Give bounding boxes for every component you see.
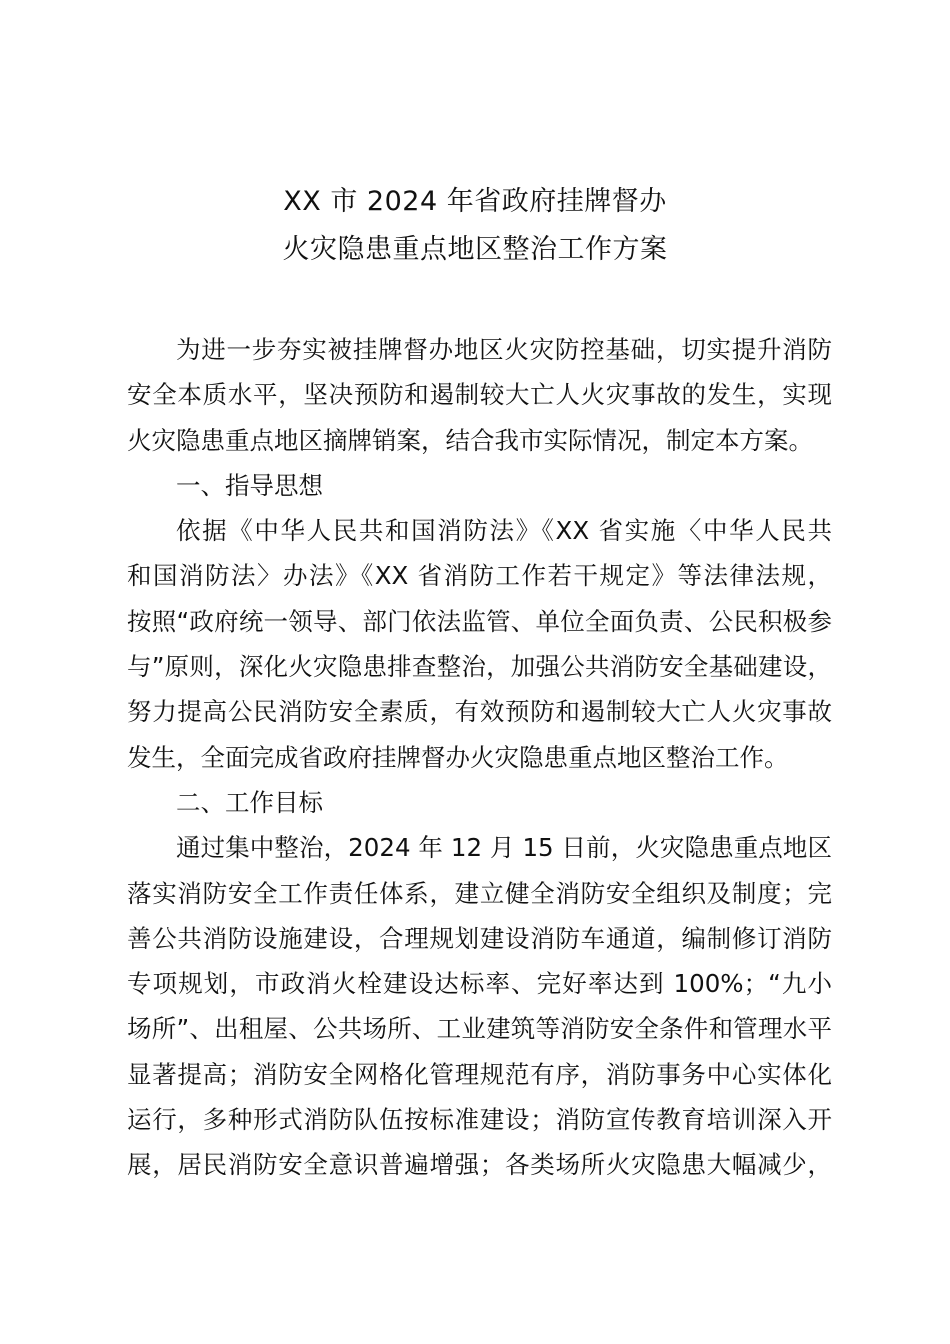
body-text-line: 通过集中整治，2024 年 12 月 15 日前，火灾隐患重点地区: [176, 833, 832, 863]
body-text-line: 二、工作目标: [176, 787, 323, 817]
title-line-1: XX 市 2024 年省政府挂牌督办: [283, 186, 667, 217]
body-text-line: 安全本质水平，坚决预防和遏制较大亡人火灾事故的发生，实现: [127, 380, 832, 410]
body-text-line: 和国消防法〉办法》《XX 省消防工作若干规定》等法律法规，: [127, 561, 832, 591]
title-line-2: 火灾隐患重点地区整治工作方案: [282, 234, 668, 265]
body-text-line: 显著提高；消防安全网格化管理规范有序，消防事务中心实体化: [127, 1059, 832, 1089]
body-text-line: 展，居民消防安全意识普遍增强；各类场所火灾隐患大幅减少，: [127, 1150, 832, 1180]
body-text-line: 火灾隐患重点地区摘牌销案，结合我市实际情况，制定本方案。: [127, 425, 813, 455]
body-text-line: 运行，多种形式消防队伍按标准建设；消防宣传教育培训深入开: [127, 1105, 832, 1135]
body-text-line: 一、指导思想: [176, 470, 323, 500]
document-body: [127, 327, 832, 1188]
body-text-line: 发生，全面完成省政府挂牌督办火灾隐患重点地区整治工作。: [127, 742, 789, 772]
body-text-line: 场所”、出租屋、公共场所、工业建筑等消防安全条件和管理水平: [127, 1014, 832, 1044]
body-text-line: 努力提高公民消防安全素质，有效预防和遏制较大亡人火灾事故: [127, 697, 832, 727]
body-text-line: 依据《中华人民共和国消防法》《XX 省实施〈中华人民共: [176, 516, 832, 546]
body-text-line: 专项规划，市政消火栓建设达标率、完好率达到 100%；“九小: [127, 969, 832, 999]
document-title: [0, 178, 950, 274]
body-text-line: 落实消防安全工作责任体系，建立健全消防安全组织及制度；完: [127, 878, 832, 908]
body-text-line: 按照“政府统一领导、部门依法监管、单位全面负责、公民积极参: [127, 606, 832, 636]
body-text-line: 与”原则，深化火灾隐患排查整治，加强公共消防安全基础建设，: [127, 652, 832, 682]
body-text-line: 为进一步夯实被挂牌督办地区火灾防控基础，切实提升消防: [176, 335, 832, 364]
body-text-line: 善公共消防设施建设，合理规划建设消防车通道，编制修订消防: [127, 923, 832, 953]
